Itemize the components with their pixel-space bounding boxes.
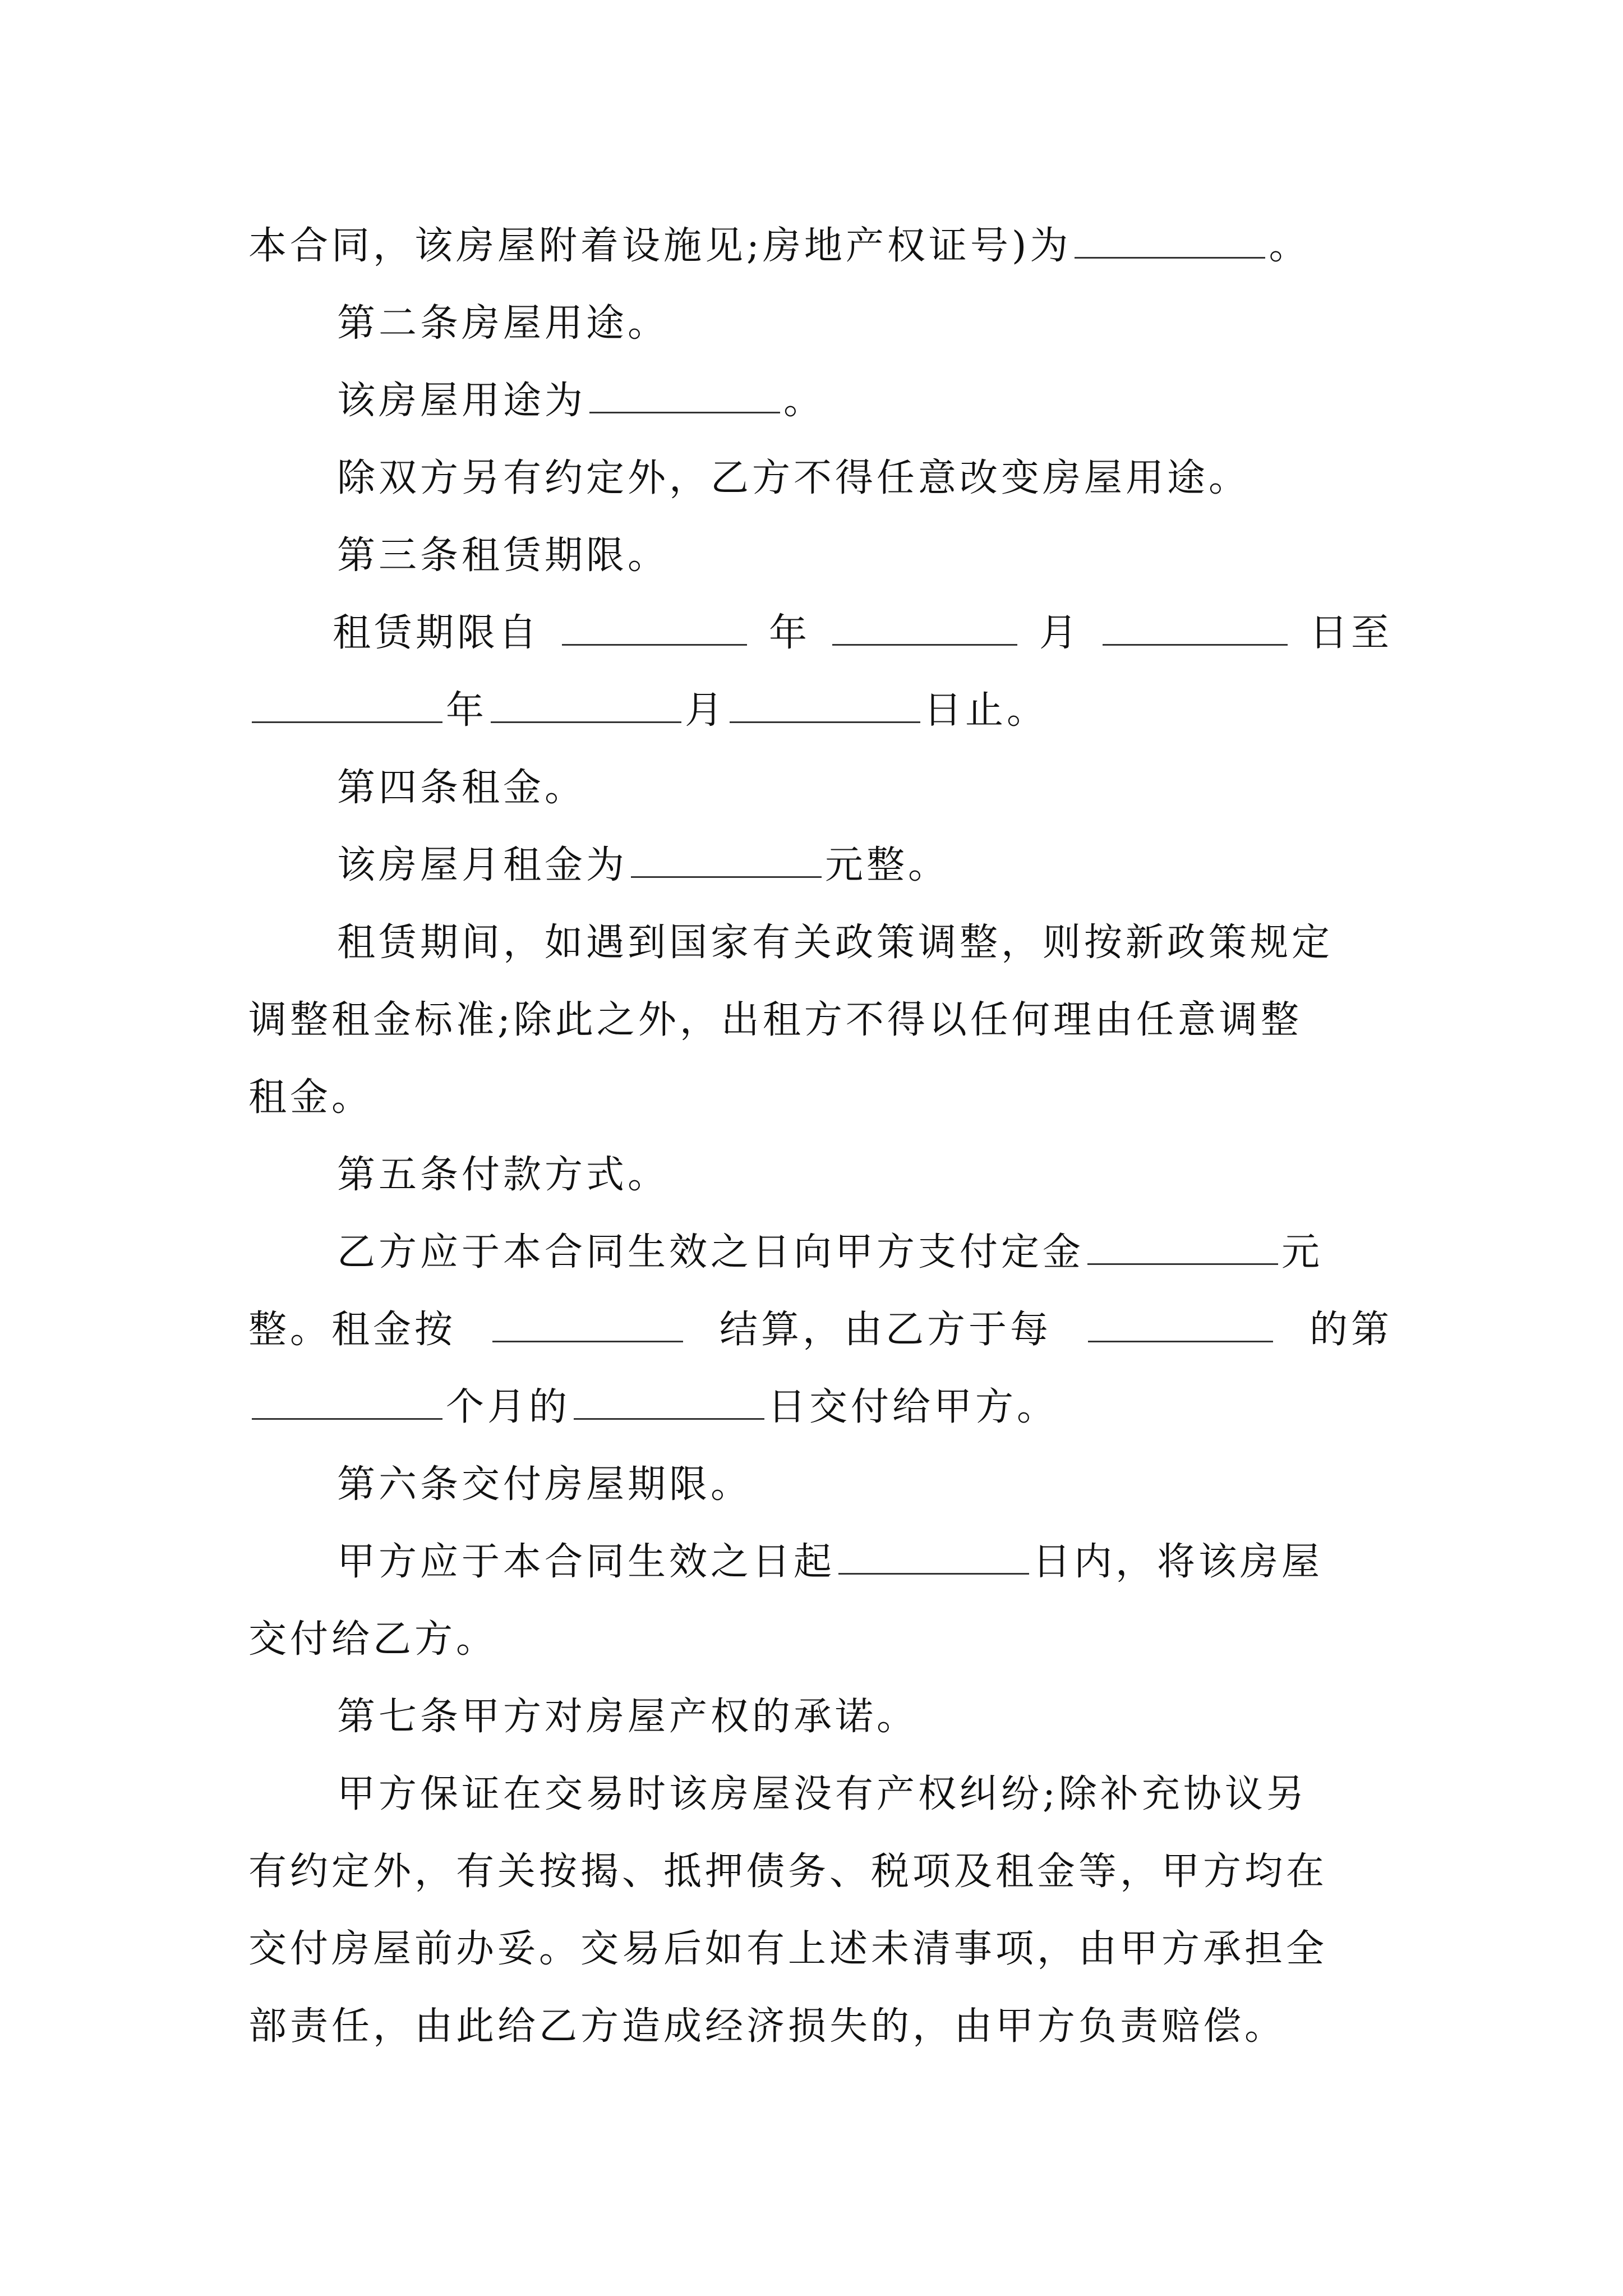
- article-heading: [248, 749, 1393, 827]
- paragraph-line: [248, 1988, 1393, 2065]
- text-segment: 月: [685, 688, 727, 733]
- text-segment: 交付给乙方。: [248, 1617, 498, 1662]
- text-segment: 个月的: [446, 1385, 571, 1429]
- blank-delivery-days[interactable]: [838, 1539, 1029, 1575]
- text-segment: 租金。: [248, 1075, 374, 1120]
- text-segment: 甲方应于本合同生效之日起: [337, 1540, 836, 1584]
- text-segment: 年: [768, 611, 810, 655]
- text-segment: 租赁期限自: [333, 611, 541, 655]
- heading-text: 第六条交付房屋期限。: [337, 1462, 753, 1507]
- text-segment: 元整。: [825, 843, 950, 887]
- heading-text: 第七条甲方对房屋产权的承诺。: [337, 1695, 919, 1739]
- text-segment: 该房屋用途为: [337, 379, 587, 423]
- text-segment: 月: [1039, 611, 1081, 655]
- blank-house-use[interactable]: [589, 378, 780, 413]
- blank-payment-cycle[interactable]: [1088, 1307, 1273, 1342]
- text-segment: 元: [1281, 1230, 1324, 1274]
- text-segment: 该房屋月租金为: [337, 843, 628, 887]
- article-heading: [248, 285, 1393, 362]
- paragraph-line: [248, 440, 1393, 517]
- article-heading: [248, 1678, 1393, 1756]
- text-segment: 结算，由乙方于每: [719, 1308, 1052, 1352]
- blank-end-day[interactable]: [730, 688, 920, 723]
- paragraph-line: [248, 595, 1393, 672]
- text-segment: 。: [1269, 224, 1311, 268]
- paragraph-line: [248, 1601, 1393, 1678]
- blank-property-certificate[interactable]: [1075, 223, 1265, 259]
- blank-start-day[interactable]: [1103, 610, 1288, 646]
- paragraph-line: [248, 1524, 1393, 1601]
- heading-text: 第五条付款方式。: [337, 1153, 670, 1197]
- text-segment: 租赁期间，如遇到国家有关政策调整，则按新政策规定: [337, 921, 1334, 965]
- paragraph-line: [248, 1059, 1393, 1137]
- blank-deposit[interactable]: [1087, 1230, 1278, 1265]
- paragraph-line: [248, 1833, 1393, 1911]
- article-heading: [248, 1137, 1393, 1214]
- text-segment: 调整租金标准;除此之外，出租方不得以任何理由任意调整: [248, 998, 1302, 1042]
- text-segment: 乙方应于本合同生效之日向甲方支付定金: [337, 1230, 1085, 1274]
- paragraph-line: [248, 1369, 1393, 1446]
- blank-start-month[interactable]: [832, 610, 1017, 646]
- text-segment: 本合同，该房屋附着设施见;房地产权证号)为: [248, 224, 1072, 268]
- heading-text: 第三条租赁期限。: [337, 533, 670, 578]
- text-segment: 除双方另有约定外，乙方不得任意改变房屋用途。: [337, 456, 1251, 500]
- paragraph-line: [248, 1291, 1393, 1369]
- text-segment: 日止。: [924, 688, 1049, 733]
- paragraph-line: [248, 982, 1393, 1059]
- article-heading: [248, 1446, 1393, 1524]
- paragraph-line: [248, 904, 1393, 982]
- text-segment: 年: [446, 688, 488, 733]
- text-segment: 甲方保证在交易时该房屋没有产权纠纷;除补充协议另: [337, 1772, 1308, 1816]
- blank-payment-day[interactable]: [574, 1384, 764, 1420]
- text-segment: 日内，将该房屋: [1032, 1540, 1324, 1584]
- text-segment: 部责任，由此给乙方造成经济损失的，由甲方负责赔偿。: [248, 2004, 1287, 2049]
- paragraph-line: [248, 208, 1393, 285]
- blank-end-month[interactable]: [491, 688, 681, 723]
- blank-monthly-rent[interactable]: [631, 843, 822, 878]
- article-heading: [248, 517, 1393, 595]
- paragraph-line: [248, 672, 1393, 749]
- blank-end-year[interactable]: [252, 688, 442, 723]
- paragraph-line: [248, 1911, 1393, 1988]
- text-segment: 。: [783, 379, 826, 423]
- text-segment: 日至: [1309, 611, 1393, 655]
- paragraph-line: [248, 827, 1393, 904]
- text-segment: 日交付给甲方。: [768, 1385, 1059, 1429]
- heading-text: 第二条房屋用途。: [337, 301, 670, 346]
- paragraph-line: [248, 1756, 1393, 1833]
- heading-text: 第四条租金。: [337, 766, 587, 810]
- blank-settlement-period[interactable]: [492, 1307, 683, 1342]
- paragraph-line: [248, 362, 1393, 440]
- contract-text: [248, 208, 1393, 2065]
- blank-start-year[interactable]: [562, 610, 747, 646]
- text-segment: 整。租金按: [248, 1308, 457, 1352]
- blank-month-number[interactable]: [252, 1384, 442, 1420]
- paragraph-line: [248, 1214, 1393, 1291]
- text-segment: 的第: [1309, 1308, 1393, 1352]
- text-segment: 交付房屋前办妥。交易后如有上述未清事项，由甲方承担全: [248, 1927, 1328, 1971]
- text-segment: 有约定外，有关按揭、抵押债务、税项及租金等，甲方均在: [248, 1849, 1328, 1894]
